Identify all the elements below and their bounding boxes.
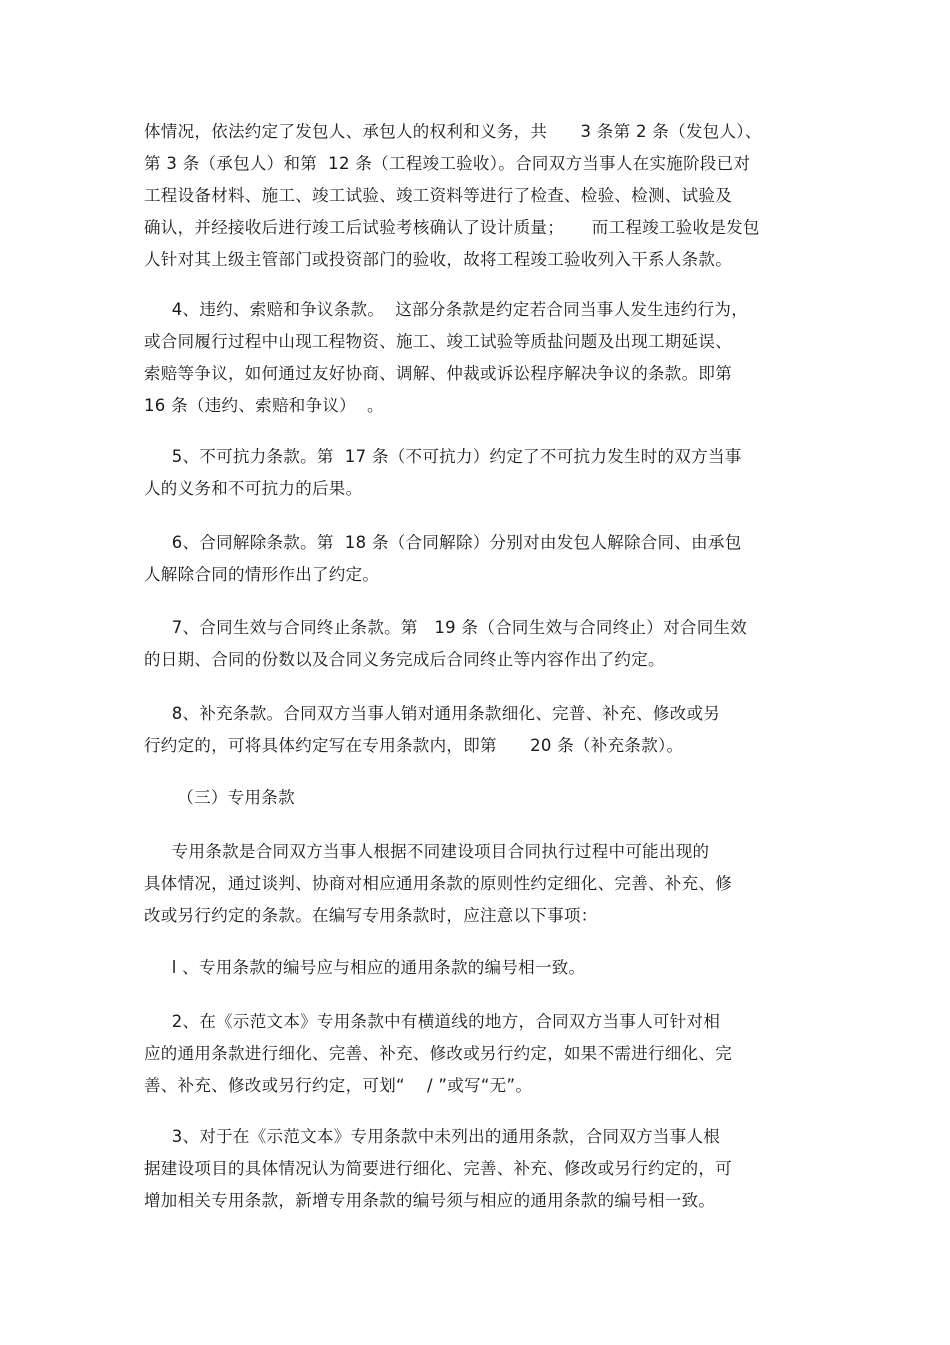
text-line: l 、专用条款的编号应与相应的通用条款的编号相一致。 [144, 958, 586, 977]
text-line: 或合同履行过程中山现工程物资、施工、竣工试验等质盐问题及出现工期延误、 [144, 332, 732, 351]
text-line: 8、补充条款。合同双方当事人销对通用条款细化、完普、补充、修改或另 [144, 704, 721, 723]
text-line: 人的义务和不可抗力的后果。 [144, 479, 363, 498]
text-line: 具体情况，通过谈判、协商对相应通用条款的原则性约定细化、完善、补充、修 [144, 874, 732, 893]
paragraph-note-3 [144, 1121, 824, 1217]
text-line: 增加相关专用条款，新增专用条款的编号须与相应的通用条款的编号相一致。 [144, 1191, 716, 1210]
paragraph-item-8 [144, 698, 824, 762]
text-line: 应的通用条款进行细化、完善、补充、修改或另行约定，如果不需进行细化、完 [144, 1044, 732, 1063]
text-line: 4、违约、索赔和争议条款。 这部分条款是约定若合同当事人发生违约行为， [144, 300, 749, 319]
text-line: 据建设项目的具体情况认为简要进行细化、完善、补充、修改或另行约定的，可 [144, 1159, 732, 1178]
text-line: 人解除合同的情形作出了约定。 [144, 565, 380, 584]
paragraph-item-6 [144, 527, 824, 591]
text-line: 善、补充、修改或另行约定，可划“ / ”或写“无”。 [144, 1076, 533, 1095]
text-line: 6、合同解除条款。第 18 条（合同解除）分别对由发包人解除合同、由承包 [144, 533, 742, 552]
text-line: 16 条（违约、索赔和争议） 。 [144, 396, 384, 415]
paragraph-note-2 [144, 1006, 824, 1102]
text-line: 工程设备材料、施工、竣工试验、竣工资料等进行了检查、检验、检测、试验及 [144, 186, 732, 205]
section-heading: （三）专用条款 [144, 788, 295, 807]
text-line: 5、不可抗力条款。第 17 条（不可抗力）约定了不可抗力发生时的双方当事 [144, 447, 742, 466]
text-line: 索赔等争议，如何通过友好协商、调解、仲裁或诉讼程序解决争议的条款。即第 [144, 364, 732, 383]
paragraph-note-1 [144, 952, 824, 984]
paragraph-responsibilities [144, 116, 824, 276]
paragraph-item-4 [144, 294, 824, 422]
paragraph-special-terms-intro [144, 836, 824, 932]
text-line: 改或另行约定的条款。在编写专用条款时，应注意以下事项： [144, 906, 598, 925]
text-line: 确认，并经接收后进行竣工后试验考核确认了设计质量； 而工程竣工验收是发包 [144, 218, 760, 237]
text-line: 人针对其上级主管部门或投资部门的验收，故将工程竣工验收列入干系人条款。 [144, 250, 732, 269]
text-line: 3、对于在《示范文本》专用条款中未列出的通用条款，合同双方当事人根 [144, 1127, 721, 1146]
section-heading-special-terms [144, 782, 824, 814]
text-line: 行约定的，可将具体约定写在专用条款内，即第 20 条（补充条款）。 [144, 736, 684, 755]
text-line: 的日期、合同的份数以及合同义务完成后合同终止等内容作出了约定。 [144, 650, 665, 669]
text-line: 体情况，依法约定了发包人、承包人的权利和义务，共 3 条第 2 条（发包人）、 [144, 122, 762, 141]
text-line: 2、在《示范文本》专用条款中有横道线的地方，合同双方当事人可针对相 [144, 1012, 721, 1031]
text-line: 第 3 条（承包人）和第 12 条（工程竣工验收）。合同双方当事人在实施阶段已对 [144, 154, 751, 173]
paragraph-item-7 [144, 612, 824, 676]
paragraph-item-5 [144, 441, 824, 505]
text-line: 7、合同生效与合同终止条款。第 19 条（合同生效与合同终止）对合同生效 [144, 618, 748, 637]
text-line: 专用条款是合同双方当事人根据不同建设项目合同执行过程中可能出现的 [144, 842, 710, 861]
